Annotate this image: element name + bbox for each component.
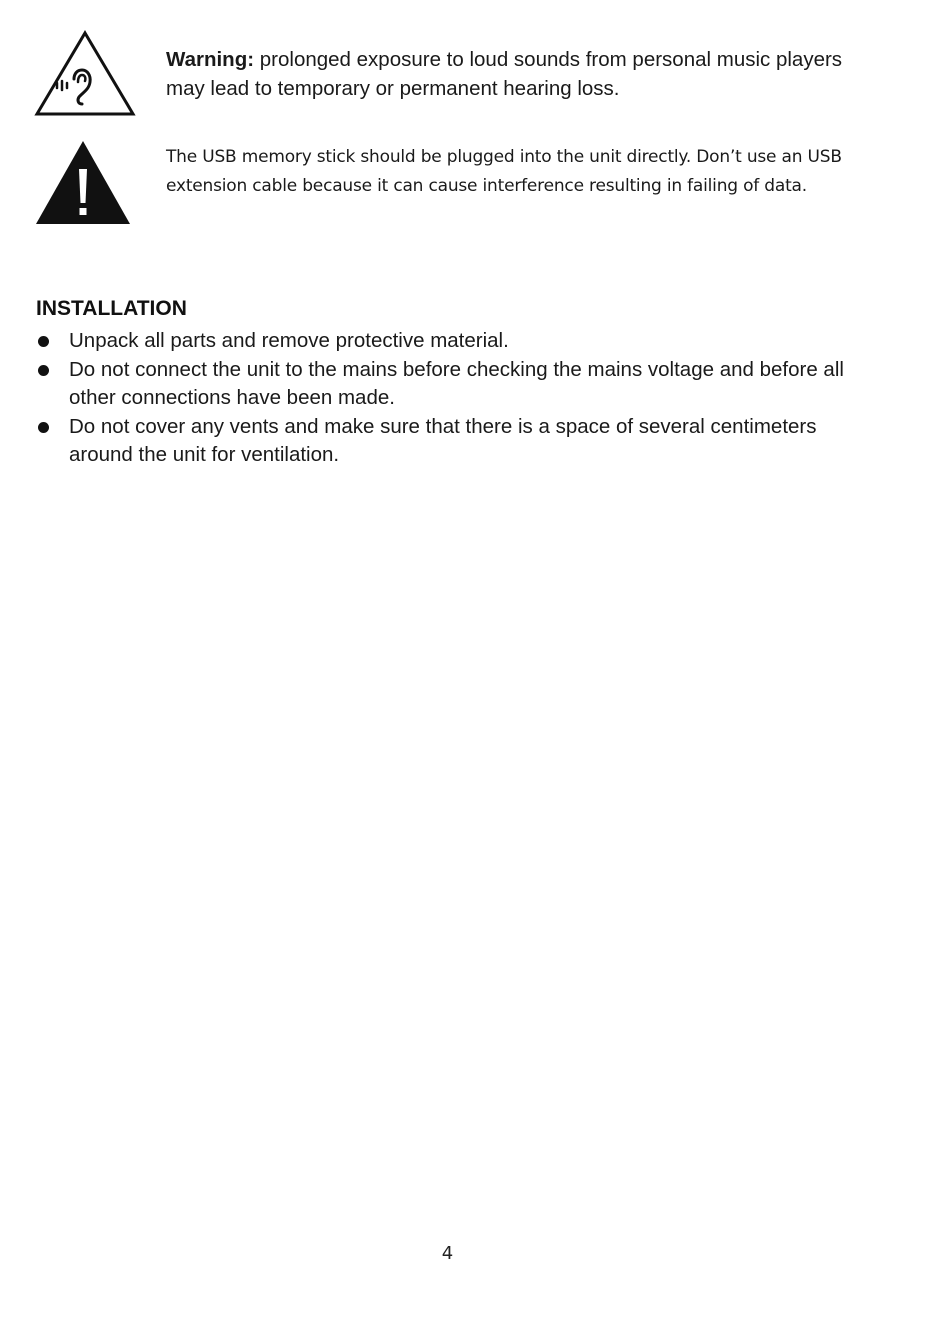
bullet-icon: [38, 422, 49, 433]
exclamation-warning-icon: [35, 139, 131, 226]
bullet-icon: [38, 336, 49, 347]
hearing-warning-text: [166, 45, 886, 103]
bullet-icon: [38, 365, 49, 376]
usb-notice-text: The USB memory stick should be plugged into the unit directly. Don’t use an USB extension cable because it can cause interference resulting in failing of data.: [166, 147, 842, 196]
list-item-text: Do not cover any vents and make sure that there is a space of several centimeters around the unit for ventilation.: [69, 414, 817, 466]
list-item-text: Do not connect the unit to the mains before checking the mains voltage and before all other connections have been made.: [69, 357, 844, 409]
warning-label: Warning:: [166, 48, 255, 71]
ear-warning-icon: [34, 30, 136, 118]
installation-list: [36, 327, 876, 470]
list-item: [36, 413, 876, 470]
list-item: [36, 327, 876, 356]
warning-body: prolonged exposure to loud sounds from personal music players may lead to temporary or permanent hearing loss.: [166, 48, 843, 100]
list-item: [36, 356, 876, 413]
list-item-text: Unpack all parts and remove protective material.: [69, 329, 509, 352]
installation-heading: INSTALLATION: [36, 297, 187, 320]
page-number: 4: [441, 1243, 454, 1264]
